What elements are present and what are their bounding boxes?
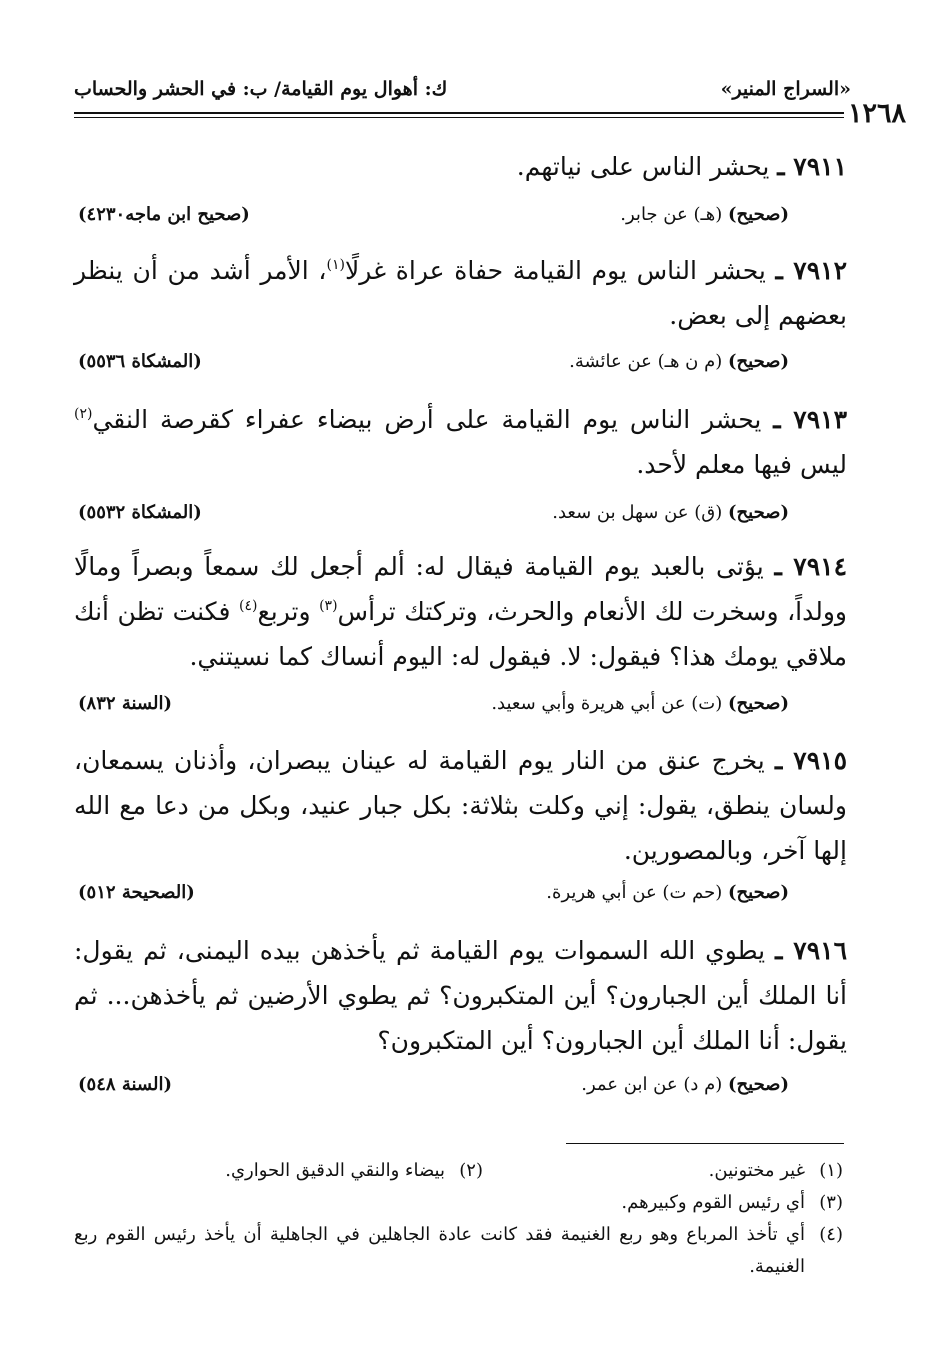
header-rule-thin xyxy=(74,117,844,118)
book-title: «السراج المنير» xyxy=(720,78,851,100)
footnote-item xyxy=(225,1155,483,1187)
hadith-body: يحشر الناس يوم القيامة على أرض بيضاء عفراء كقرصة النقي xyxy=(92,405,762,434)
footnote-item xyxy=(621,1187,843,1219)
hadith-number: ٧٩١٦ ـ xyxy=(775,936,847,965)
hadith-grade: (صحيح) xyxy=(728,882,789,903)
hadith-reference: (السنة ٥٤٨) xyxy=(78,1074,172,1095)
hadith-narration: (حم ت) عن أبي هريرة. xyxy=(546,882,723,903)
footnote-number: (١) xyxy=(819,1160,843,1181)
hadith-body-cont: ليس فيها معلم لأحد. xyxy=(636,450,847,479)
hadith-body: يؤتى بالعبد يوم القيامة فيقال له: ألم أجعل لك سمعاً وبصراً ومالًا وولداً، وسخرت لك الأنعام والحرث، وتركتك ترأس xyxy=(74,552,847,626)
hadith-grade: (صحيح) xyxy=(728,351,789,372)
hadith-narration: (ق) عن سهل بن سعد. xyxy=(552,502,723,523)
hadith-number: ٧٩١٤ ـ xyxy=(774,552,848,581)
hadith-text xyxy=(74,544,847,679)
hadith-source xyxy=(78,1074,789,1104)
hadith-text xyxy=(74,738,847,873)
footnote-number: (٣) xyxy=(819,1192,843,1213)
hadith-reference: (السنة ٨٣٢) xyxy=(78,693,172,714)
footnote-text: أي تأخذ المرباع وهو ربع الغنيمة فقد كانت عادة الجاهلين في الجاهلية أن يأخذ رئيس القوم ربع الغنيمة. xyxy=(74,1224,805,1277)
hadith-body: يحشر الناس يوم القيامة حفاة عراة غرلًا xyxy=(344,256,766,285)
hadith-number: ٧٩١٥ ـ xyxy=(774,746,847,775)
hadith-grade-narration xyxy=(491,693,789,714)
hadith-narration: (م ن هـ) عن عائشة. xyxy=(569,351,723,372)
hadith-text xyxy=(74,397,847,487)
hadith-text xyxy=(74,248,847,338)
page-number: ١٢٦٨ xyxy=(848,98,907,129)
hadith-body-cont: فكنت تظن أنك ملاقي يومك هذا؟ فيقول: لا. فيقول له: اليوم أنساك كما نسيتني. xyxy=(74,597,847,671)
hadith-reference: (المشكاة ٥٥٣٦) xyxy=(78,351,202,372)
footnote-rule xyxy=(566,1143,844,1144)
footnote-text: أي رئيس القوم وكبيرهم. xyxy=(621,1192,805,1213)
chapter-title: ك: أهوال يوم القيامة/ ب: في الحشر والحساب xyxy=(74,78,448,100)
hadith-text xyxy=(74,144,847,189)
hadith-grade: (صحيح) xyxy=(728,693,789,714)
hadith-narration: (هـ) عن جابر. xyxy=(620,204,723,225)
footnote-text: بيضاء والنقي الدقيق الحواري. xyxy=(225,1160,445,1181)
hadith-entry xyxy=(74,928,847,1063)
hadith-source xyxy=(78,351,789,381)
hadith-narration: (ت) عن أبي هريرة وأبي سعيد. xyxy=(491,693,723,714)
hadith-entry xyxy=(74,738,847,873)
hadith-grade: (صحيح) xyxy=(728,204,789,225)
hadith-body: يحشر الناس على نياتهم. xyxy=(516,152,770,181)
footnote-number: (٢) xyxy=(459,1160,483,1181)
footnote-item xyxy=(709,1155,843,1187)
hadith-source xyxy=(78,204,789,234)
footnote-number: (٤) xyxy=(819,1224,843,1245)
hadith-entry xyxy=(74,248,847,338)
hadith-grade: (صحيح) xyxy=(728,502,789,523)
hadith-reference: (المشكاة ٥٥٣٢) xyxy=(78,502,202,523)
header-rule xyxy=(74,112,844,114)
footnote-item xyxy=(74,1219,843,1283)
hadith-text xyxy=(74,928,847,1063)
hadith-entry xyxy=(74,397,847,487)
footnote-row xyxy=(74,1187,843,1219)
hadith-grade-narration xyxy=(569,351,789,372)
hadith-body-cont: وتربع xyxy=(257,597,320,626)
hadith-number: ٧٩١٢ ـ xyxy=(775,256,847,285)
footnote-text: غير مختونين. xyxy=(708,1160,805,1181)
footnote-marker[interactable]: (٣) xyxy=(319,598,338,614)
hadith-body-cont: ، الأمر أشد من أن ينظر بعضهم إلى بعض. xyxy=(74,256,847,330)
running-header xyxy=(74,78,851,106)
footnote-row xyxy=(74,1155,843,1187)
hadith-number: ٧٩١١ ـ xyxy=(777,152,847,181)
hadith-source xyxy=(78,882,789,912)
hadith-body: يطوي الله السموات يوم القيامة ثم يأخذهن بيده اليمنى، ثم يقول: أنا الملك أين الجبارون؟ أين المتكبرون؟ ثم يطوي الأرضين ثم يأخذهن... ثم يقول: أنا الملك أين الجبارون؟ أين المتكبرون؟ xyxy=(74,936,847,1055)
hadith-grade-narration xyxy=(620,204,789,225)
hadith-source xyxy=(78,502,789,532)
hadith-grade: (صحيح) xyxy=(728,1074,789,1095)
hadith-narration: (م د) عن ابن عمر. xyxy=(581,1074,723,1095)
hadith-grade-narration xyxy=(581,1074,789,1095)
hadith-grade-narration xyxy=(546,882,789,903)
footnote-marker[interactable]: (٤) xyxy=(238,598,258,614)
hadith-body: يخرج عنق من النار يوم القيامة له عينان يبصران، وأذنان يسمعان، ولسان ينطق، يقول: إني وكلت بثلاثة: بكل جبار عنيد، وبكل من دعا مع الله إلها آخر، وبالمصورين. xyxy=(74,746,847,865)
footnote-marker[interactable]: (١) xyxy=(326,257,345,273)
hadith-reference: (صحيح ابن ماجه٤٢٣٠) xyxy=(78,204,250,225)
hadith-number: ٧٩١٣ ـ xyxy=(773,405,847,434)
hadith-source xyxy=(78,693,789,723)
footnotes xyxy=(74,1155,843,1283)
hadith-entry xyxy=(74,544,847,679)
hadith-entry xyxy=(74,144,847,189)
hadith-reference: (الصحيحة ٥١٢) xyxy=(78,882,195,903)
footnote-marker[interactable]: (٢) xyxy=(74,406,93,422)
hadith-grade-narration xyxy=(552,502,789,523)
